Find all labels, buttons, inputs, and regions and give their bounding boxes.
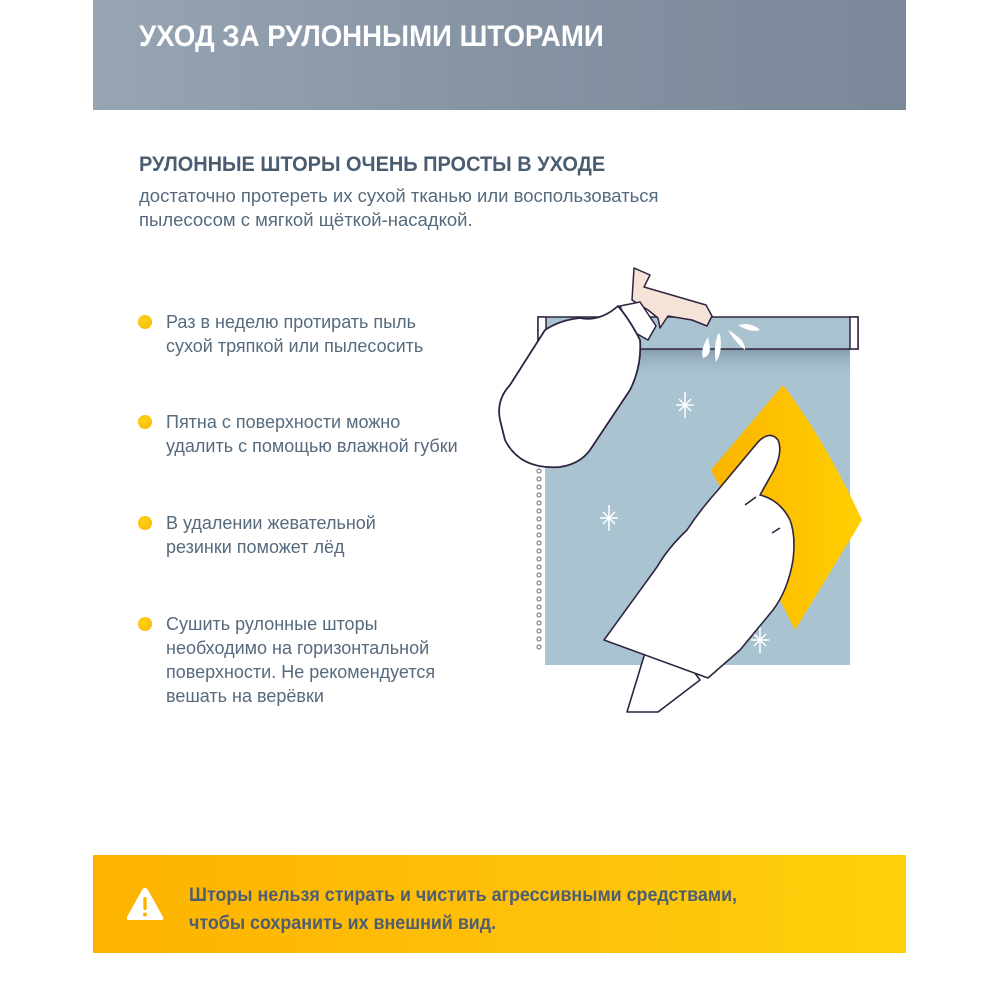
tip-line: Пятна с поверхности можно: [166, 412, 401, 432]
header-banner: [93, 0, 906, 110]
warning-triangle-icon: [125, 886, 165, 922]
tip-line: Раз в неделю протирать пыль: [166, 312, 416, 332]
page-title: УХОД ЗА РУЛОННЫМИ ШТОРАМИ: [139, 20, 604, 53]
tip-line: поверхности. Не рекомендуется: [166, 662, 436, 682]
warning-text: [189, 882, 866, 938]
intro-text: [139, 184, 739, 232]
tip-line: резинки поможет лёд: [166, 537, 345, 557]
bullet-dot-icon: [138, 617, 152, 631]
tip-line: В удалении жевательной: [166, 513, 376, 533]
cleaning-illustration: [490, 260, 870, 720]
bullet-dot-icon: [138, 415, 152, 429]
bullet-dot-icon: [138, 315, 152, 329]
intro-line: пылесосом с мягкой щёткой-насадкой.: [139, 209, 473, 230]
tip-line: Сушить рулонные шторы: [166, 614, 378, 634]
warning-line: чтобы сохранить их внешний вид.: [189, 913, 497, 934]
tip-line: сухой тряпкой или пылесосить: [166, 336, 424, 356]
intro-line: достаточно протереть их сухой тканью или воспользоваться: [139, 185, 659, 206]
warning-line: Шторы нельзя стирать и чистить агрессивными средствами,: [189, 885, 738, 906]
tip-item: [138, 410, 496, 458]
intro-heading: РУЛОННЫЕ ШТОРЫ ОЧЕНЬ ПРОСТЫ В УХОДЕ: [139, 153, 606, 176]
tip-item: [138, 511, 496, 559]
tip-line: необходимо на горизонтальной: [166, 638, 430, 658]
tip-line: удалить с помощью влажной губки: [166, 436, 458, 456]
tip-line: вешать на верёвки: [166, 686, 324, 706]
tip-item: [138, 612, 496, 708]
tip-item: [138, 310, 496, 358]
bullet-dot-icon: [138, 516, 152, 530]
warning-banner: [93, 855, 906, 953]
